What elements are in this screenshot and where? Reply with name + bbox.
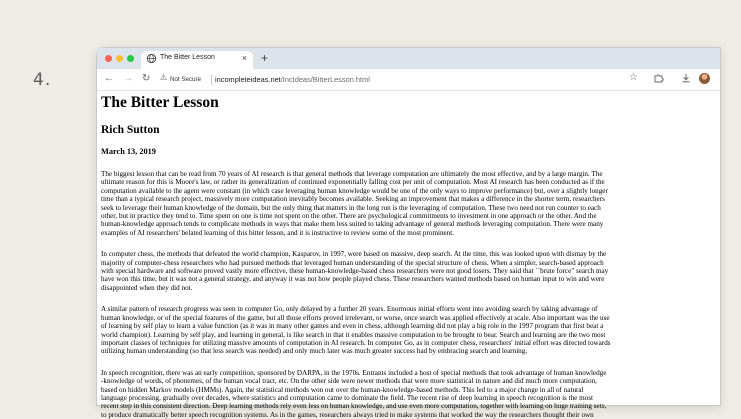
avatar[interactable] [699, 73, 710, 84]
text-line: human-knowledge approach tends to complicate methods in ways that make them less suited to taking advantage of general methods leveraging computation. There were many [101, 220, 604, 229]
text-line: have won this time, but it was not a general strategy, and anyway it was not how people played chess. These researchers wanted methods based on human input to win and were [101, 275, 605, 284]
text-line: -knowledge of words, of phonemes, of the human vocal tract, etc. On the other side were newer methods that were more statistical in nature and did much more computation, [101, 377, 597, 386]
new-tab-button[interactable]: + [261, 51, 269, 65]
globe-icon [146, 53, 157, 64]
publish-date: March 13, 2019 [101, 147, 156, 156]
text-line: of learning by self play to learn a value function (as it was in many other games and even in chess, although learning did not play a big role in the 1997 program that first beat a [101, 322, 604, 331]
text-line: The biggest lesson that can be read from 70 years of AI research is that general methods that leverage computation are ultimately the most effective, and by a large margin. The [101, 170, 603, 178]
text-line: with special hardware and software proved vastly more effective, these human-knowledge-based chess researchers were not good losers. They said that ``brute force" search may [101, 267, 609, 276]
text-line: disappointed when they did not. [101, 283, 193, 292]
back-arrow-icon[interactable]: ← [104, 73, 114, 84]
toolbar [97, 69, 720, 91]
text-line: human knowledge, or of the special features of the game, but all those efforts proved irrelevant, or worse, once search was applied effectively at scale. Also important was the use [101, 313, 610, 322]
text-line: language processing, gradually over decades, where statistics and computation came to dominate the field. The recent rise of deep learning in speech recognition is the most [101, 393, 594, 402]
browser-window [97, 48, 720, 419]
text-line: time than a typical research project, massively more computation inevitably becomes available. Seeking an improvement that makes a difference in the shorter term, researchers [101, 195, 605, 204]
text-line: based on hidden Markov models (HMMs). Again, the statistical methods won out over the human-knowledge-based methods. This led to a major change in all of natural [101, 385, 584, 394]
text-line: important classes of techniques for utilizing massive amounts of computation in AI research. In computer Go, as in computer chess, researchers' initial effort was directed towards [101, 338, 611, 347]
star-icon[interactable]: ☆ [629, 72, 638, 83]
paragraph-2 [101, 250, 741, 292]
security-label[interactable]: Not Secure [170, 76, 201, 83]
url-host: incompleteideas.net [215, 75, 281, 84]
text-line: examples of AI researchers' belated learning of this bitter lesson, and it is instructive to review some of the most prominent. [101, 228, 455, 237]
text-line: majority of computer-chess researchers who had pursued methods that leveraged human understanding of the special structure of chess. When a simpler, search-based approach [101, 258, 604, 267]
text-line: A similar pattern of research progress was seen in computer Go, only delayed by a further 20 years. Enormous initial efforts went into avoiding search by taking advantage of [101, 305, 598, 314]
author: Rich Sutton [101, 124, 160, 136]
address-bar[interactable] [157, 72, 645, 88]
puzzle-icon[interactable] [654, 73, 664, 83]
forward-arrow-icon[interactable]: → [123, 73, 133, 84]
slide-number: 4. [33, 70, 52, 90]
warning-icon[interactable]: ⚠ [160, 73, 168, 82]
tab-close-icon[interactable]: × [241, 53, 247, 63]
text-line: utilizing human understanding (so that less search was needed) and only much later was much greater success had by embracing search and learning. [101, 347, 528, 356]
tab-title: The Bitter Lesson [160, 54, 215, 61]
close-window-button[interactable] [105, 55, 112, 62]
paragraph-1 [101, 170, 741, 237]
text-line: computation available to the agent were constant (in which case leveraging human knowledge would be one of the only ways to improve performance) but, over a slightly longer [101, 186, 608, 195]
text-line: ultimate reason for this is Moore's law, or rather its generalization of continued exponentially falling cost per unit of computation. Most AI research has been conducted as if the [101, 178, 605, 187]
text-line: In computer chess, the methods that defeated the world champion, Kasparov, in 1997, were based on massive, deep search. At the time, this was looked upon with dismay by the [101, 250, 607, 259]
text-line: seek to leverage their human knowledge of the domain, but the only thing that matters in the long run is the leveraging of computation. These two need not run counter to each [101, 203, 601, 212]
download-icon[interactable] [681, 73, 691, 83]
text-line: other, but in practice they tend to. Time spent on one is time not spent on the other. There are psychological commitments to investment in one approach or the other. And the [101, 212, 597, 221]
url-text[interactable] [215, 75, 370, 84]
divider [211, 75, 212, 85]
paragraph-4 [101, 369, 741, 419]
text-line: world champion). Learning by self play, and learning in general, is like search in that it enables massive computation to be brought to bear. Search and learning are the two most [101, 330, 606, 339]
maximize-window-button[interactable] [127, 55, 134, 62]
text-line: recent step in this consistent direction. Deep learning methods rely even less on human knowledge, and use even more computation, together with learning on huge training sets, [101, 402, 607, 411]
paragraph-3 [101, 305, 741, 355]
url-path: /IncIdeas/BitterLesson.html [280, 75, 370, 84]
text-line: to produce dramatically better speech recognition systems. As in the games, researchers always tried to make systems that worked the way the researchers thought their own [101, 410, 594, 419]
page-title: The Bitter Lesson [101, 94, 219, 111]
text-line: In speech recognition, there was an early competition, sponsored by DARPA, in the 1970s. Entrants included a host of special methods that took advantage of human knowledge [101, 368, 607, 377]
reload-icon[interactable]: ↻ [142, 73, 151, 84]
tab-bitter-lesson[interactable] [141, 51, 253, 69]
tab-strip [97, 48, 720, 69]
page-content [101, 94, 741, 419]
minimize-window-button[interactable] [116, 55, 123, 62]
